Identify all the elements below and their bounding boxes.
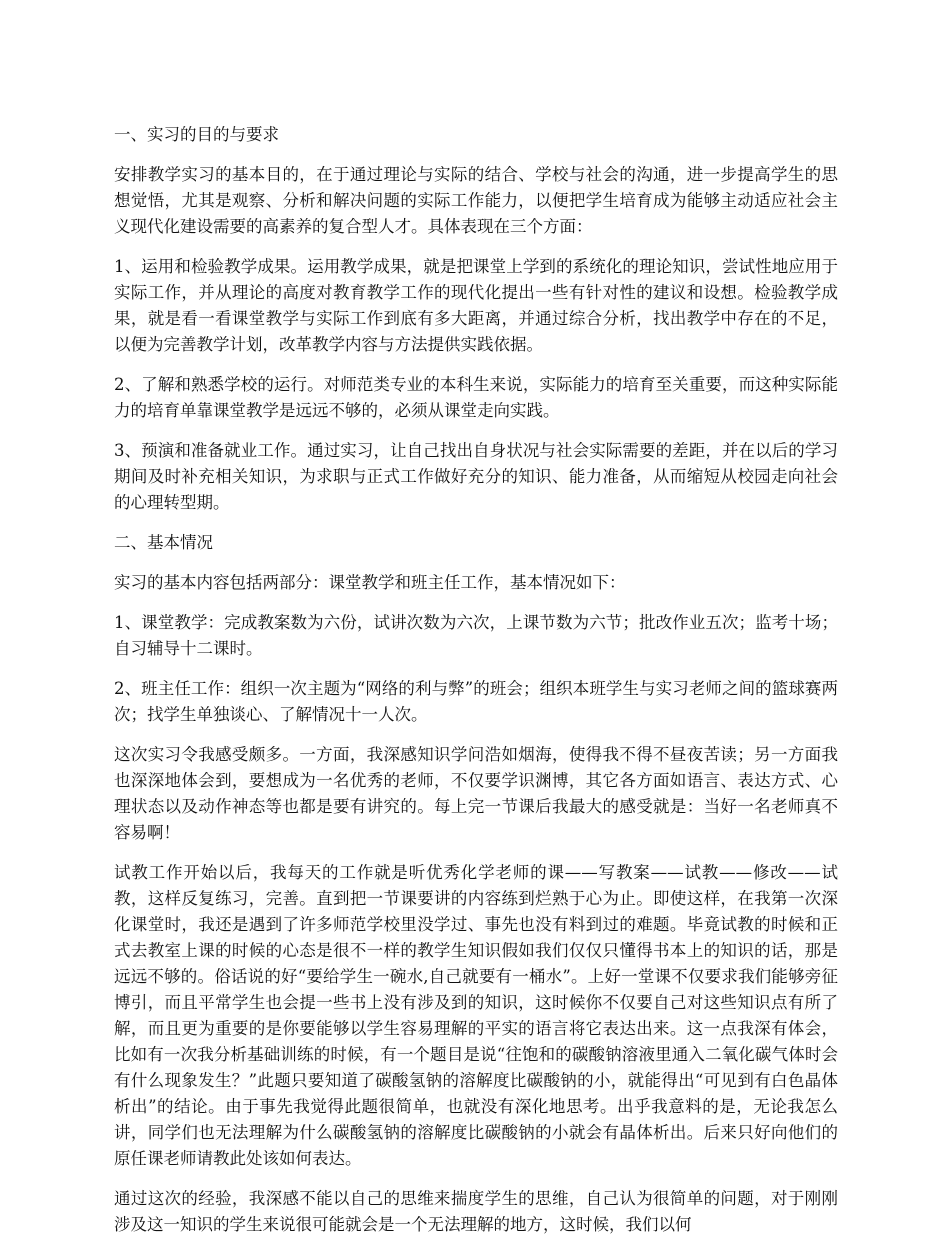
section-heading-basic-situation: 二、基本情况 xyxy=(114,533,213,552)
document-page xyxy=(114,122,838,1252)
paragraph-basic-content: 实习的基本内容包括两部分：课堂教学和班主任工作，基本情况如下： xyxy=(114,573,626,592)
paragraph-class-teacher-work: 2、班主任工作：组织一次主题为“网络的利与弊”的班会；组织本班学生与实习老师之间的篮球赛两次；找学生单独谈心、了解情况十一人次。 xyxy=(114,679,838,724)
paragraph-item-1: 1、运用和检验教学成果。运用教学成果，就是把课堂上学到的系统化的理论知识，尝试性地应用于实际工作，并从理论的高度对教育教学工作的现代化提出一些有针对性的建议和设想。检验教学成果，就是看一看课堂教学与实际工作到底有多大距离，并通过综合分析，找出教学中存在的不足，以便为完善教学计划，改革教学内容与方法提供实践依据。 xyxy=(114,257,838,354)
paragraph-experience: 通过这次的经验，我深感不能以自己的思维来揣度学生的思维，自己认为很简单的问题，对于刚刚涉及这一知识的学生来说很可能就会是一个无法理解的地方，这时候，我们以何 xyxy=(114,1189,838,1234)
paragraph-reflection: 这次实习令我感受颇多。一方面，我深感知识学问浩如烟海，使得我不得不昼夜苦读；另一方面我也深深地体会到，要想成为一名优秀的老师，不仅要学识渊博，其它各方面如语言、表达方式、心理状态以及动作神态等也都是要有讲究的。每上完一节课后我最大的感受就是：当好一名老师真不容易啊！ xyxy=(114,745,838,842)
paragraph-item-3: 3、预演和准备就业工作。通过实习，让自己找出自身状况与社会实际需要的差距，并在以后的学习期间及时补充相关知识，为求职与正式工作做好充分的知识、能力准备，从而缩短从校园走向社会的心理转型期。 xyxy=(114,441,838,512)
paragraph-classroom-teaching: 1、课堂教学：完成教案数为六份，试讲次数为六次，上课节数为六节；批改作业五次；监考十场；自习辅导十二课时。 xyxy=(114,613,838,658)
paragraph-item-2: 2、了解和熟悉学校的运行。对师范类专业的本科生来说，实际能力的培育至关重要，而这种实际能力的培育单靠课堂教学是远远不够的，必须从课堂走向实践。 xyxy=(114,375,838,420)
paragraph-intro: 安排教学实习的基本目的，在于通过理论与实际的结合、学校与社会的沟通，进一步提高学生的思想觉悟，尤其是观察、分析和解决问题的实际工作能力，以便把学生培育成为能够主动适应社会主义现代化建设需要的高素养的复合型人才。具体表现在三个方面： xyxy=(114,165,838,236)
section-heading-purpose: 一、实习的目的与要求 xyxy=(114,125,279,144)
paragraph-trial-teaching: 试教工作开始以后，我每天的工作就是听优秀化学老师的课——写教案——试教——修改——试教，这样反复练习，完善。直到把一节课要讲的内容练到烂熟于心为止。即使这样，在我第一次深化课堂时，我还是遇到了许多师范学校里没学过、事先也没有料到过的难题。毕竟试教的时候和正式去教室上课的时候的心态是很不一样的教学生知识假如我们仅仅只懂得书本上的知识的话，那是远远不够的。俗话说的好“要给学生一碗水,自己就要有一桶水”。上好一堂课不仅要求我们能够旁征博引，而且平常学生也会提一些书上没有涉及到的知识，这时候你不仅要自己对这些知识点有所了解，而且更为重要的是你要能够以学生容易理解的平实的语言将它表达出来。这一点我深有体会，比如有一次我分析基础训练的时候，有一个题目是说“往饱和的碳酸钠溶液里通入二氧化碳气体时会有什么现象发生？”此题只要知道了碳酸氢钠的溶解度比碳酸钠的小，就能得出“可见到有白色晶体析出”的结论。由于事先我觉得此题很简单，也就没有深化地思考。出乎我意料的是，无论我怎么讲，同学们也无法理解为什么碳酸氢钠的溶解度比碳酸钠的小就会有晶体析出。后来只好向他们的原任课老师请教此处该如何表达。 xyxy=(114,863,838,1168)
